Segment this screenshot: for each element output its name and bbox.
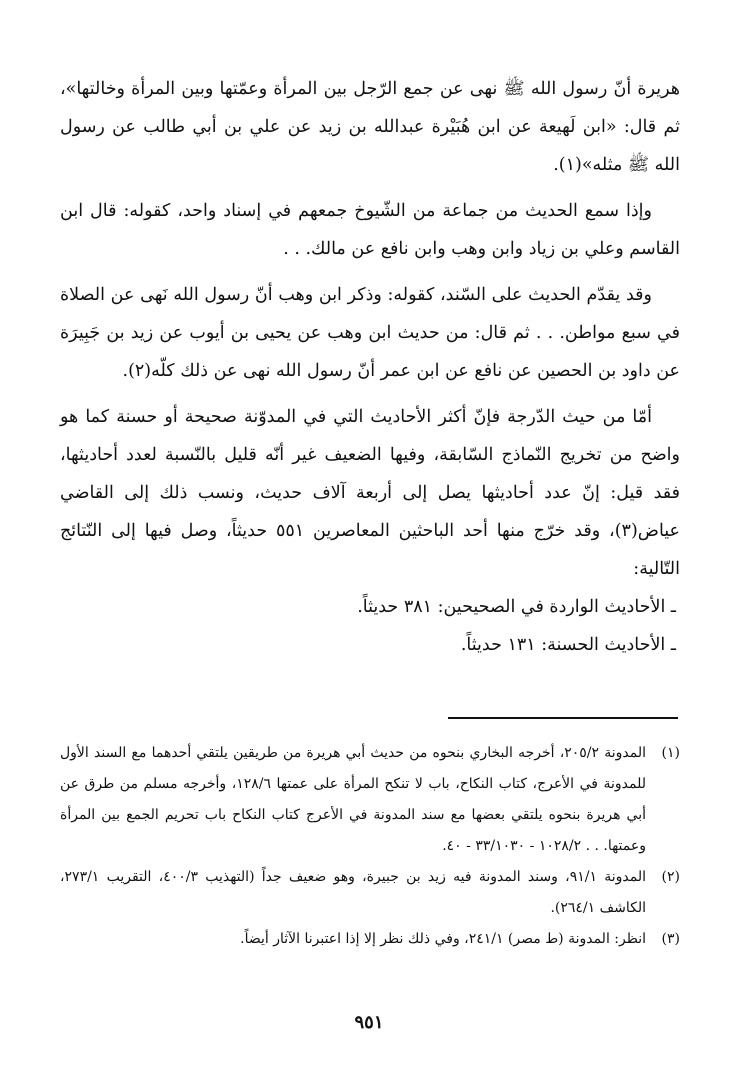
footnote-number: (٢) xyxy=(661,869,680,885)
footnote-text: المدونة ٢٠٥/٢، أخرجه البخاري بنحوه من حديث أبي هريرة من طريقين يلتقي أحدهما مع السند الأول للمدونة في الأعرج، كتاب النكاح، باب لا تنكح المرأة على عمتها ١٢٨/٦، وأخرجه مسلم من طرق عن أبي هريرة بنحوه يلتقي بعضها مع سند المدونة في الأعرج كتاب النكاح باب تحريم الجمع بين المرأة وعمتها. . . ١٠٢٨/٢ - ٣٣/١٠٣٠ - ٤٠. xyxy=(60,745,646,854)
footnote-number: (٣) xyxy=(661,931,680,947)
footnote-text: انظر: المدونة (ط مصر) ٢٤١/١، وفي ذلك نظر إلا إذا اعتبرنا الآثار أيضاً. xyxy=(240,931,646,947)
results-list xyxy=(60,588,680,664)
paragraph-matn-before-sanad: وقد يقدّم الحديث على السّند، كقوله: وذكر ابن وهب أنّ رسول الله نَهى عن الصلاة في سبع مواطن. . . ثم قال: من حديث ابن وهب عن يحيى بن أيوب عن زيد بن جَبِيرَة عن داود بن الحصين عن نافع عن ابن عمر أنّ رسول الله نهى عن ذلك كلّه(٢). xyxy=(60,285,680,381)
footnote-1 xyxy=(60,738,680,862)
footnote-divider xyxy=(448,717,678,719)
footnote-text: المدونة ٩١/١، وسند المدونة فيه زيد بن جبيرة، وهو ضعيف جداً (التهذيب ٤٠٠/٣، التقريب ٢٧٣/١، الكاشف ٢٦٤/١). xyxy=(60,869,646,916)
paragraph-multiple-shuyukh: وإذا سمع الحديث من جماعة من الشّيوخ جمعهم في إسناد واحد، كقوله: قال ابن القاسم وعلي بن زياد وابن وهب وابن نافع عن مالك. . . xyxy=(60,201,680,259)
footnote-3 xyxy=(60,924,680,955)
main-text xyxy=(60,70,680,664)
list-item: ـ الأحاديث الواردة في الصحيحين: ٣٨١ حديثاً. xyxy=(357,597,676,617)
page-number: ٩٥١ xyxy=(354,1012,384,1033)
paragraph-hadith-grading: أمّا من حيث الدّرجة فإنّ أكثر الأحاديث التي في المدوّنة صحيحة أو حسنة كما هو واضح من تخريج النّماذج السّابقة، وفيها الضعيف غير أنّه قليل بالنّسبة لعدد أحاديثها، فقد قيل: إنّ عدد أحاديثها يصل إلى أربعة آلاف حديث، ونسب ذلك إلى القاضي عياض(٣)، وقد خرّج منها أحد الباحثين المعاصرين ٥٥١ حديثاً، وصل فيها إلى النّتائج التّالية: xyxy=(60,407,680,579)
list-item: ـ الأحاديث الحسنة: ١٣١ حديثاً. xyxy=(460,635,676,655)
footnote-2 xyxy=(60,862,680,924)
paragraph-hadith-citation: هريرة أنّ رسول الله ﷺ نهى عن جمع الرّجل بين المرأة وعمّتها وبين المرأة وخالتها»، ثم قال: «ابن لَهيعة عن ابن هُبَيْرة عبدالله بن زيد عن علي بن أبي طالب عن رسول الله ﷺ مثله»(١). xyxy=(60,79,680,175)
footnotes xyxy=(60,738,680,955)
footnote-number: (١) xyxy=(661,745,680,761)
